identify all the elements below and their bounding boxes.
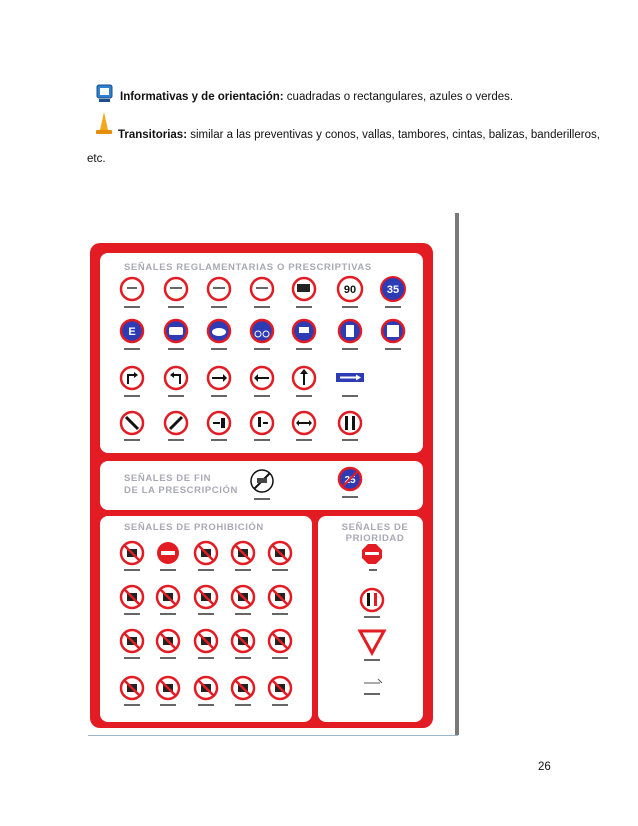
prohibition-sign-icon [232, 586, 254, 608]
sign-caption [235, 613, 251, 615]
prohibition-sign-icon [269, 586, 291, 608]
prohibition-sign-icon [121, 542, 143, 564]
sign-circle-icon [165, 278, 187, 300]
tractor-sign-icon [382, 320, 404, 342]
traffic-signs-poster [88, 213, 460, 735]
sign-caption [160, 613, 176, 615]
prohibition-sign-icon [232, 677, 254, 699]
prohibition-sign-icon [195, 677, 217, 699]
sign-circle-icon [251, 278, 273, 300]
pedestrian-arrow-sign-icon [251, 412, 273, 434]
sign-caption [272, 569, 288, 571]
sign-caption [235, 569, 251, 571]
informative-sign-icon [96, 84, 114, 104]
arrow-left-sign-icon [251, 367, 273, 389]
reglamentarias-title: SEÑALES REGLAMENTARIAS O PRESCRIPTIVAS [124, 262, 372, 273]
prohibition-sign-icon [195, 630, 217, 652]
page-divider [88, 735, 458, 736]
sign-caption [198, 704, 214, 706]
arrow-up-sign-icon [293, 367, 315, 389]
sign-caption [272, 657, 288, 659]
sign-caption [124, 569, 140, 571]
prohibition-sign-icon [232, 542, 254, 564]
prohibicion-title: SEÑALES DE PROHIBICIÓN [124, 522, 264, 533]
turn-right-sign-icon [121, 367, 143, 389]
sign-caption [124, 704, 140, 706]
truck-sign-icon [293, 278, 315, 300]
sign-caption [235, 704, 251, 706]
speed-limit-sign-icon [338, 277, 362, 301]
fin-title-line1: SEÑALES DE FIN [124, 473, 212, 484]
speed-limit-value: 90 [343, 284, 357, 296]
sign-caption [272, 704, 288, 706]
transitorias-continuation: etc. [87, 153, 106, 165]
sign-circle-icon [121, 278, 143, 300]
prohibition-sign-icon [269, 677, 291, 699]
stop-sign-icon [362, 544, 382, 564]
no-entry-sign-icon [157, 542, 179, 564]
fin-title-line2: DE LA PRESCRIPCIÓN [124, 485, 238, 496]
prohibition-sign-icon [121, 630, 143, 652]
prohibition-sign-icon [157, 630, 179, 652]
traffic-cone-icon [94, 111, 114, 135]
end-of-speed-limit-sign-icon [339, 468, 361, 490]
parking-letter: E [128, 326, 136, 338]
sign-caption [160, 657, 176, 659]
end-of-prohibition-sign-icon [251, 470, 273, 492]
page-number: 26 [538, 761, 551, 773]
poster-edge-bar [455, 213, 459, 735]
prohibition-sign-icon [121, 586, 143, 608]
car-sign-icon [208, 320, 230, 342]
transitorias-description: similar a las preventivas y conos, vallas, tambores, cintas, balizas, banderilleros, [187, 129, 600, 141]
prohibition-sign-icon [232, 630, 254, 652]
bicycle-sign-icon [251, 320, 273, 342]
prohibition-sign-icon [157, 586, 179, 608]
diagonal-sign-icon [165, 412, 187, 434]
sign-caption [198, 569, 214, 571]
sign-caption [272, 613, 288, 615]
horse-sign-icon [293, 320, 315, 342]
turn-left-sign-icon [165, 367, 187, 389]
prioridad-title-line2: PRIORIDAD [345, 533, 405, 544]
prohibition-sign-icon [195, 542, 217, 564]
priority-oncoming-sign-icon [361, 589, 383, 611]
informativas-label: Informativas y de orientación: [120, 91, 284, 103]
transitorias-label: Transitorias: [118, 129, 188, 141]
end-speed-value: 25 [344, 475, 356, 486]
informativas-description: cuadradas o rectangulares, azules o verdes. [283, 91, 514, 103]
two-way-sign-icon [293, 412, 315, 434]
sign-caption [124, 613, 140, 615]
prioridad-title-line1: SEÑALES DE [341, 522, 409, 533]
lanes-sign-icon [339, 412, 361, 434]
prohibition-sign-icon [157, 677, 179, 699]
sign-caption [160, 569, 176, 571]
one-way-sign-icon [336, 373, 364, 382]
sign-caption [124, 657, 140, 659]
prohibition-sign-icon [269, 542, 291, 564]
diagonal-sign-icon [121, 412, 143, 434]
minimum-speed-sign-icon [381, 277, 405, 301]
bus-sign-icon [165, 320, 187, 342]
sign-caption [198, 657, 214, 659]
pedestrian-sign-icon [339, 320, 361, 342]
prohibition-sign-icon [269, 630, 291, 652]
prohibition-sign-icon [195, 586, 217, 608]
sign-circle-icon [208, 278, 230, 300]
lane-arrow-sign-icon [208, 412, 230, 434]
prohibition-sign-icon [121, 677, 143, 699]
minimum-speed-value: 35 [386, 284, 400, 296]
arrow-right-sign-icon [208, 367, 230, 389]
sign-caption [160, 704, 176, 706]
parking-sign-icon [121, 320, 143, 342]
sign-caption [235, 657, 251, 659]
sign-caption [198, 613, 214, 615]
